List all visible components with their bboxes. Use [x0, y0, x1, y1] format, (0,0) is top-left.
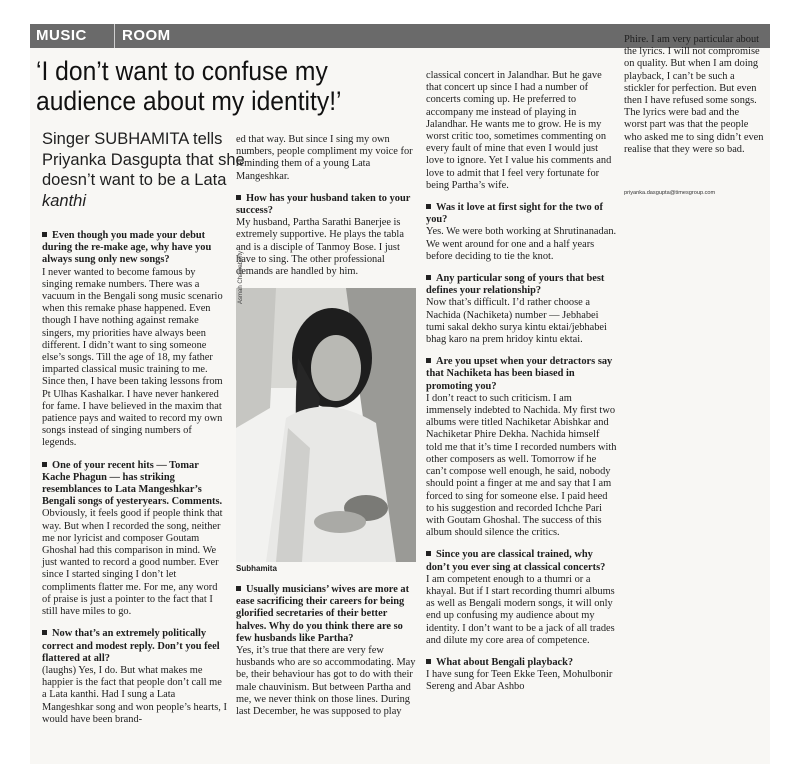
interview-question	[426, 549, 618, 573]
column-4	[624, 34, 764, 156]
answer-text: I don’t react to such criticism. I am immensely indebted to Nachida. My first two albums were titled Nachiketar Abishkar and Nachiketar Phire Dekha. Nachida himself told me that it’s time I recorded numbers with other composers as well. Tomorrow if he can’t compose well enough, he said, nobody should point a finger at me and say that I am forced to sing for someone else. I paid heed to his suggestion and recorded Ichche Pari with Goutam Ghoshal. The success of this album should silence the critics.	[426, 392, 617, 539]
question-text: Usually musicians’ wives are more at ease sacrificing their careers for being glorified secretaries of their better halves. Why do you think there are so few husbands like Partha?	[236, 584, 410, 644]
bullet-square-icon	[426, 659, 431, 664]
interview-question	[42, 628, 228, 665]
standfirst-text: Singer SUBHAMITA tells Priyanka Dasgupta that she doesn’t want to be a Lata	[42, 130, 245, 189]
interview-answer	[426, 297, 618, 346]
byline-email: priyanka.dasgupta@timesgroup.com	[624, 190, 716, 196]
bullet-square-icon	[426, 358, 431, 363]
bullet-square-icon	[42, 232, 47, 237]
interview-answer	[426, 226, 618, 263]
answer-text: I never wanted to become famous by singing remake numbers. There was a vacuum in the Bengali song music scenario when this remake phase happened. Even though I have nothing against remake singers, my priorities have always been different. I didn’t want to sing someone else’s songs. Till the age of 18, my father imparted classical music training to me. Since then, I have been taking lessons from Pt Ulhas Kashalkar. I have never hankered for fame. I have believed in the maxim that patience pays and waited to record my own songs instead of singing numbers of legends.	[42, 266, 223, 449]
interview-question	[42, 460, 228, 509]
answer-text: Now that’s difficult. I’d rather choose a Nachida (Nachiketa) number — Jebhabei tumi sakal dekho surya kintu ektai/jebhabei bhag karo na prem hridoy kintu ektai.	[426, 297, 607, 346]
question-text: Since you are classical trained, why don’t you ever sing at classical concerts?	[426, 549, 606, 573]
question-text: Now that’s an extremely politically correct and modest reply. Don’t you feel flattered at all?	[42, 628, 220, 664]
interview-question	[426, 356, 618, 393]
question-text: One of your recent hits — Tomar Kache Phagun — has striking resemblances to Lata Mangeshkar’s Bengali songs of yesteryears. Comments.	[42, 459, 223, 508]
answer-text: Yes. We were both working at Shrutinanadan. We went around for one and a half years before deciding to tie the knot.	[426, 226, 617, 262]
answer-text: I have sung for Teen Ekke Teen, Mohulbonir Sereng and Abar Ashbo	[426, 669, 613, 693]
bullet-square-icon	[426, 551, 431, 556]
section-label: MUSIC	[36, 27, 87, 44]
interview-question	[426, 273, 618, 297]
interview-answer	[236, 217, 418, 278]
answer-text: Obviously, it feels good if people think that way. But when I recorded the song, neither me nor lyricist and composer Goutam Ghoshal had this comparison in mind. We just wanted to record a good number. Ever since I started singing I don’t let compliments flatter me. For me, any word of praise is just a pointer to the fact that I still have miles to go.	[42, 508, 223, 618]
interview-answer	[426, 574, 618, 647]
interview-question	[42, 230, 228, 267]
question-text: How has your husband taken to your success?	[236, 192, 411, 217]
question-text: Was it love at first sight for the two of you?	[426, 202, 603, 226]
answer-text: ed that way. But since I sing my own numbers, people compliment my voice for reminding them of a young Lata Mangeshkar.	[236, 134, 413, 182]
question-text: Any particular song of yours that best defines your relationship?	[426, 273, 605, 297]
interview-answer	[426, 70, 618, 192]
photo-credit: Asmah Chakraborty	[238, 250, 244, 304]
interview-answer	[426, 669, 618, 693]
column-1	[42, 230, 228, 726]
interview-question	[426, 202, 618, 226]
standfirst-italic: kanthi	[42, 191, 87, 210]
interview-answer	[236, 134, 418, 183]
article-standfirst	[42, 129, 254, 211]
interview-question	[236, 584, 418, 645]
interview-answer	[426, 393, 618, 539]
column-2-top	[236, 134, 418, 278]
question-text: What about Bengali playback?	[436, 656, 574, 668]
interview-answer	[42, 665, 228, 726]
column-2-bottom	[236, 584, 418, 718]
interview-answer	[42, 508, 228, 618]
question-text: Even though you made your debut during the re-make age, why have you always sung only new songs?	[42, 230, 212, 266]
answer-text: classical concert in Jalandhar. But he gave that concert up since I had a number of concerts coming up. He preferred to accompany me instead of playing in Jalandhar. He wants me to grow. He is my worst critic too, sometimes commenting on every fault of mine that even I would just love to ignore. Yet I value his comments and love to admit that I feel very fortunate for being Partha’s wife.	[426, 70, 612, 191]
singer-photo	[236, 288, 416, 562]
answer-text: Phire. I am very particular about the lyrics. I will not compromise on quality. But when I am doing playback, I can’t be such a stickler for perfection. But even then I have refused some songs. The lyrics were bad and the worst part was that the people who asked me to sing didn’t even realise that they were so bad.	[624, 34, 764, 155]
question-text: Are you upset when your detractors say that Nachiketa has been biased in promoting you?	[426, 356, 613, 392]
interview-question	[426, 657, 618, 669]
bullet-square-icon	[236, 586, 241, 591]
interview-answer	[236, 645, 418, 718]
photo-caption: Subhamita	[236, 564, 277, 573]
header-divider	[114, 24, 115, 48]
answer-text: (laughs) Yes, I do. But what makes me happier is the fact that people don’t call me a Lata kanthi. Had I sung a Lata Mangeshkar song and won people’s hearts, I would have been brand-	[42, 664, 227, 725]
article-headline: ‘I don’t want to confuse my audience about my identity!’	[36, 56, 342, 116]
interview-answer	[42, 267, 228, 450]
bullet-square-icon	[426, 204, 431, 209]
interview-question	[236, 193, 418, 217]
bullet-square-icon	[42, 462, 47, 467]
bullet-square-icon	[236, 195, 241, 200]
answer-text: My husband, Partha Sarathi Banerjee is extremely supportive. He plays the tabla and is a disciple of Tanmoy Bose. I just have to sing. The other professional demands are handled by him.	[236, 217, 404, 278]
column-3	[426, 70, 618, 694]
interview-answer	[624, 34, 764, 156]
bullet-square-icon	[42, 630, 47, 635]
answer-text: Yes, it’s true that there are very few husbands who are so accommodating. May be, their behaviour has got to do with their male chauvinism. But between Partha and me, we never think on those lines. During last December, he was supposed to play	[236, 645, 416, 718]
subsection-label: ROOM	[122, 27, 171, 44]
answer-text: I am competent enough to a thumri or a khayal. But if I start recording thumri albums as well as Bengali modern songs, it will only end up confusing my audience about my identity. I don’t want to be a jack of all trades and dilute my core area of competence.	[426, 573, 615, 646]
bullet-square-icon	[426, 275, 431, 280]
